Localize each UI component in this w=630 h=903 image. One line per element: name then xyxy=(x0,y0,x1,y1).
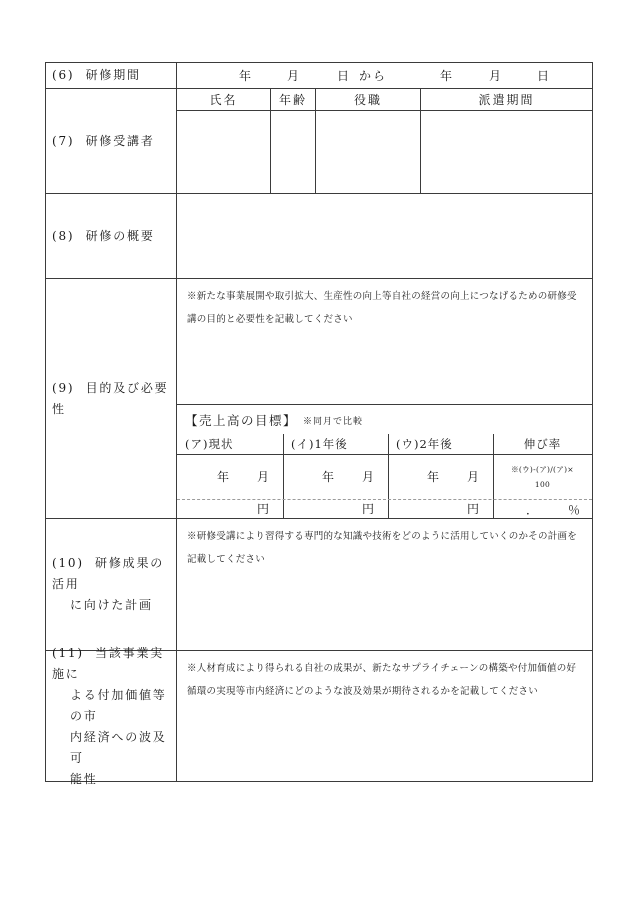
trainee-col-age xyxy=(271,89,316,193)
row11-label-line4: 能性 xyxy=(70,771,98,786)
period-year-from-label: 年 xyxy=(239,69,254,83)
sales-target-title-note: ※同月で比較 xyxy=(303,417,364,427)
growth-rate-formula xyxy=(493,454,592,499)
row-utilization-plan xyxy=(46,519,592,651)
row9-content xyxy=(177,279,592,518)
trainee-dispatch-period-field[interactable] xyxy=(421,111,592,193)
year-label: 年 xyxy=(216,470,229,484)
row7-trainee-table xyxy=(177,89,592,193)
row-training-period xyxy=(46,63,592,89)
row10-plan-field[interactable] xyxy=(177,519,592,650)
row11-label-line3: 内経済への波及可 xyxy=(70,729,167,765)
two-years-yearmonth-field[interactable] xyxy=(388,454,493,499)
row6-label xyxy=(46,63,177,88)
row9-purpose-field[interactable] xyxy=(177,279,592,404)
two-years-amount-field[interactable]: 円 xyxy=(466,502,479,516)
trainee-age-header: 年齢 xyxy=(271,89,315,111)
formula-line-1: ※(ウ)-(ア)/(ア)× xyxy=(511,464,574,474)
row6-period-field[interactable] xyxy=(177,63,592,88)
trainee-name-header: 氏名 xyxy=(177,89,270,111)
header-current: (ア)現状 xyxy=(185,437,234,451)
period-kara-label: から xyxy=(359,69,388,83)
row8-label-text: (8) 研修の概要 xyxy=(52,228,155,243)
row11-label-line2: よる付加価値等の市 xyxy=(70,687,167,723)
row10-guidance-note: ※研修受講により習得する専門的な知識や技術をどのように活用していくのかその計画を記載してください xyxy=(187,531,578,565)
trainee-col-name xyxy=(177,89,271,193)
header-two-years: (ウ)2年後 xyxy=(396,437,453,451)
header-one-year: (イ)1年後 xyxy=(291,437,348,451)
trainee-age-field[interactable] xyxy=(271,111,315,193)
trainee-dispatch-period-header: 派遣期間 xyxy=(421,89,592,111)
row9-guidance-note: ※新たな事業展開や取引拡大、生産性の向上等自社の経営の向上につなげるための研修受講の目的と必要性を記載してください xyxy=(187,291,577,325)
trainee-col-position xyxy=(316,89,421,193)
decimal-point-label: ． xyxy=(525,502,538,517)
row9-label-text: (9) 目的及び必要性 xyxy=(52,380,169,416)
current-amount-field[interactable]: 円 xyxy=(256,502,269,516)
row11-label xyxy=(46,645,177,786)
row10-label xyxy=(46,519,177,650)
month-label: 月 xyxy=(256,470,269,484)
row10-label-line1: (10) 研修成果の活用 xyxy=(52,556,165,591)
row7-label-text: (7) 研修受講者 xyxy=(52,133,155,148)
trainee-col-dispatch-period xyxy=(421,89,592,193)
header-growth-rate: 伸び率 xyxy=(523,437,562,451)
one-year-yearmonth-field[interactable] xyxy=(283,454,388,499)
trainee-name-field[interactable] xyxy=(177,111,270,193)
row-economic-ripple-effect xyxy=(46,645,592,786)
percent-label: ％ xyxy=(567,502,580,517)
period-month-from-label: 月 xyxy=(287,69,302,83)
sales-target-title: 【売上高の目標】 xyxy=(185,412,298,428)
period-day-to-label: 日 xyxy=(537,69,552,83)
sales-target-subtable xyxy=(177,434,592,518)
row11-ripple-field[interactable] xyxy=(177,651,592,781)
one-year-amount-field[interactable]: 円 xyxy=(361,502,374,516)
row9-label xyxy=(46,279,177,518)
period-day-from-label: 日 xyxy=(337,69,352,83)
sales-target-title-row xyxy=(177,404,592,434)
row-training-outline xyxy=(46,194,592,279)
row11-guidance-note: ※人材育成により得られる自社の成果が、新たなサプライチェーンの構築や付加価値の好循環の実現等市内経済にどのような波及効果が期待されるかを記載してください xyxy=(187,663,577,697)
year-label: 年 xyxy=(321,470,334,484)
row8-label xyxy=(46,194,177,278)
growth-rate-field[interactable] xyxy=(493,499,592,519)
row-trainees xyxy=(46,89,592,194)
year-label: 年 xyxy=(426,470,439,484)
period-month-to-label: 月 xyxy=(489,69,504,83)
month-label: 月 xyxy=(361,470,374,484)
month-label: 月 xyxy=(466,470,479,484)
row10-label-line2: に向けた計画 xyxy=(70,598,153,612)
period-year-to-label: 年 xyxy=(440,69,455,83)
formula-line-2: 100 xyxy=(534,479,551,489)
trainee-position-header: 役職 xyxy=(316,89,420,111)
row11-label-line1: (11) 当該事業実施に xyxy=(52,645,165,681)
row7-label xyxy=(46,89,177,193)
current-yearmonth-field[interactable] xyxy=(177,454,283,499)
trainee-position-field[interactable] xyxy=(316,111,420,193)
row6-label-text: (6) 研修期間 xyxy=(52,68,141,82)
application-form-table xyxy=(45,62,593,786)
row-purpose-necessity xyxy=(46,279,592,519)
row8-outline-field[interactable] xyxy=(177,194,592,278)
